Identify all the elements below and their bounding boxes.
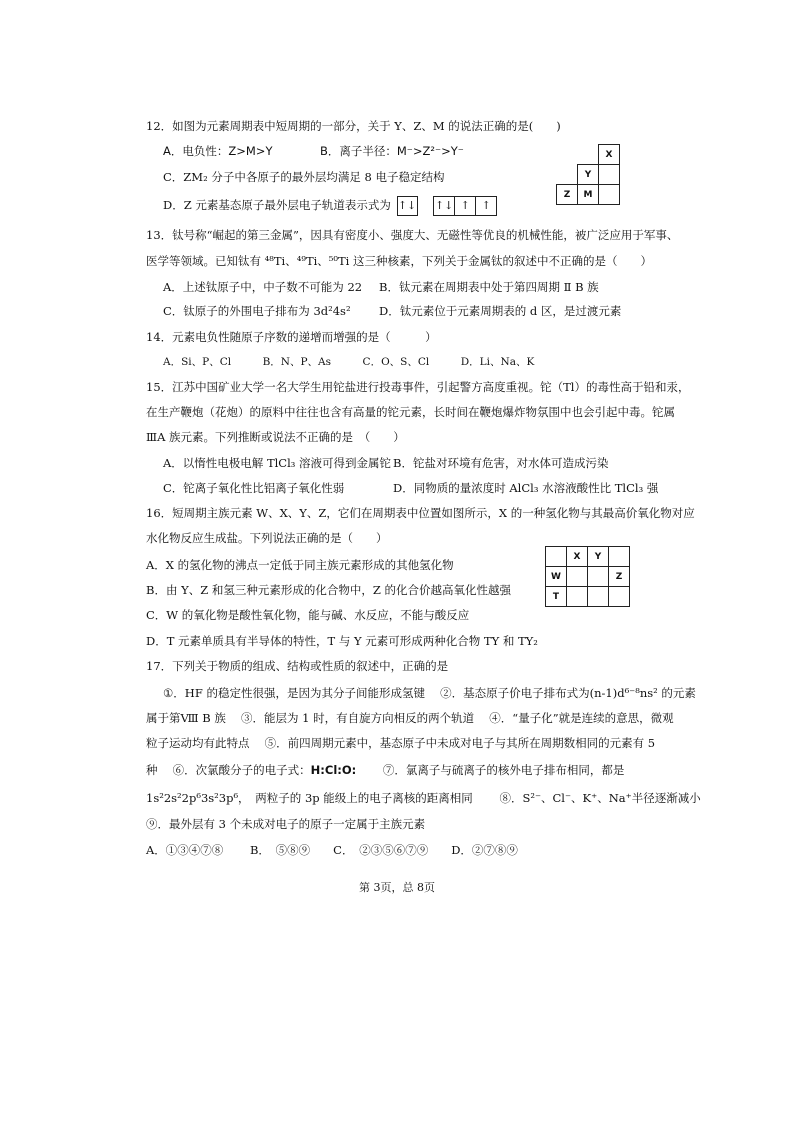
q15-line2: 在生产鞭炮（花炮）的原料中往往也含有高量的铊元素，长时间在鞭炮爆炸物氛围中也会引起中毒。铊属 [146, 405, 675, 419]
q13-option-d: D．钛元素位于元素周期表的 d 区，是过渡元素 [379, 304, 622, 318]
orbital-cell: ↑ [455, 197, 476, 215]
q16-line1: 16．短周期主族元素 W、X、Y、Z，它们在周期表中位置如图所示，X 的一种氢化物与其最高价氧化物对应 [146, 506, 695, 520]
q15-line1: 15．江苏中国矿业大学一名大学生用铊盐进行投毒事件，引起警方高度重视。铊（Tl）的毒性高于铅和汞， [146, 380, 690, 394]
table-cell-empty [588, 587, 609, 607]
q16-option-a: A．X 的氢化物的沸点一定低于同主族元素形成的其他氢化物 [146, 558, 454, 572]
q12-option-a: A．电负性：Z>M>Y [163, 144, 273, 158]
q16-option-c: C．W 的氧化物是酸性氧化物，能与碱、水反应，不能与酸反应 [146, 608, 470, 622]
q13-line2: 医学等领域。已知钛有 ⁴⁸Ti、⁴⁹Ti、⁵⁰Ti 这三种核素，下列关于金属钛的叙述中不正确的是（ ） [146, 254, 653, 268]
q17-statement-line: ①．HF 的稳定性很强，是因为其分子间能形成氢键 ②．基态原子价电子排布式为(n-1)d⁶⁻⁸ns² 的元素 [163, 686, 696, 700]
q15-option-b: B．铊盐对环境有危害，对水体可造成污染 [393, 456, 609, 470]
q15-option-a: A．以惰性电极电解 TlCl₃ 溶液可得到金属铊 [163, 456, 392, 470]
table-cell-empty [609, 547, 630, 567]
q13-option-a: A．上述钛原子中，中子数不可能为 22 [163, 280, 363, 294]
q17-options: A．①③④⑦⑧ B． ⑤⑧⑨ C． ②③⑤⑥⑦⑨ D．②⑦⑧⑨ [146, 843, 518, 857]
element-y-cell: Y [578, 165, 599, 185]
q13-line1: 13．钛号称“崛起的第三金属”，因具有密度小、强度大、无磁性等优良的机械性能，被广泛应用于军事、 [146, 228, 679, 242]
element-t-cell: T [546, 587, 567, 607]
element-z-cell: Z [557, 185, 578, 205]
element-w-cell: W [546, 567, 567, 587]
q16-option-d: D．T 元素单质具有半导体的特性，T 与 Y 元素可形成两种化合物 TY 和 TY₂ [146, 634, 538, 648]
q12-periodic-table [556, 144, 620, 205]
orbital-p-box [433, 196, 497, 216]
q17-line4-text: 种 ⑥．次氯酸分子的电子式： [146, 763, 311, 777]
q14-stem: 14．元素电负性随原子序数的递增而增强的是（ ） [146, 330, 437, 344]
q12-option-d-text: D．Z 元素基态原子最外层电子轨道表示式为 [163, 198, 391, 212]
element-y-cell: Y [588, 547, 609, 567]
table-cell-empty [599, 185, 620, 205]
orbital-cell: ↑↓ [434, 197, 455, 215]
orbital-cell: ↑↓ [397, 199, 417, 212]
page-footer: 第 3页，总 8页 [359, 881, 435, 894]
q12-stem: 12．如图为元素周期表中短周期的一部分，关于 Y、Z、M 的说法正确的是( ) [146, 119, 561, 133]
q17-statement-line: 1s²2s²2p⁶3s²3p⁶， 两粒子的 3p 能级上的电子离核的距离相同 ⑧．S²⁻、Cl⁻、K⁺、Na⁺半径逐渐减小 [146, 791, 701, 805]
element-z-cell: Z [609, 567, 630, 587]
q15-option-d: D．同物质的量浓度时 AlCl₃ 水溶液酸性比 TlCl₃ 强 [393, 481, 659, 495]
element-m-cell: M [578, 185, 599, 205]
q16-periodic-table [545, 546, 630, 607]
q14-options: A．Si、P、Cl B．N、P、As C．O、S、Cl D．Li、Na、K [163, 356, 535, 368]
table-cell-empty [578, 145, 599, 165]
q17-statement-line: ⑨．最外层有 3 个未成对电子的原子一定属于主族元素 [146, 817, 426, 831]
q17-line4-text: ⑦．氯离子与硫离子的核外电子排布相同，都是 [356, 763, 625, 777]
q17-statement-line: 粒子运动均有此特点 ⑤．前四周期元素中，基态原子中未成对电子与其所在周期数相同的元素有 5 [146, 736, 656, 750]
table-cell-empty [599, 165, 620, 185]
q17-statement-line [146, 762, 624, 778]
q13-option-b: B．钛元素在周期表中处于第四周期 Ⅱ B 族 [379, 280, 599, 294]
q17-statement-line: 属于第Ⅷ B 族 ③．能层为 1 时，有自旋方向相反的两个轨道 ④．“量子化”就是连续的意思，微观 [146, 711, 674, 725]
orbital-s-box [397, 196, 418, 216]
table-cell-empty [609, 587, 630, 607]
element-x-cell: X [599, 145, 620, 165]
table-cell-empty [567, 567, 588, 587]
q12-option-b: B．离子半径：M⁻>Z²⁻>Y⁻ [320, 144, 464, 158]
table-cell-empty [567, 587, 588, 607]
q13-option-c: C．钛原子的外围电子排布为 3d²4s² [163, 304, 351, 318]
q15-option-c: C．铊离子氧化性比铝离子氧化性弱 [163, 481, 345, 495]
element-x-cell: X [567, 547, 588, 567]
q12-option-c: C．ZM₂ 分子中各原子的最外层均满足 8 电子稳定结构 [163, 170, 445, 184]
q15-line3: ⅢA 族元素。下列推断或说法不正确的是 （ ） [146, 430, 405, 444]
q16-line2: 水化物反应生成盐。下列说法正确的是（ ） [146, 531, 388, 545]
table-cell-empty [557, 145, 578, 165]
orbital-cell: ↑ [481, 199, 491, 212]
table-cell-empty [557, 165, 578, 185]
q12-option-d [163, 196, 497, 216]
q17-stem: 17．下列关于物质的组成、结构或性质的叙述中，正确的是 [146, 659, 449, 673]
hypochlorous-electron-formula: H:Cl:O: [310, 763, 357, 777]
table-cell-empty [588, 567, 609, 587]
q16-option-b: B．由 Y、Z 和氢三种元素形成的化合物中，Z 的化合价越高氧化性越强 [146, 583, 511, 597]
table-cell-empty [546, 547, 567, 567]
